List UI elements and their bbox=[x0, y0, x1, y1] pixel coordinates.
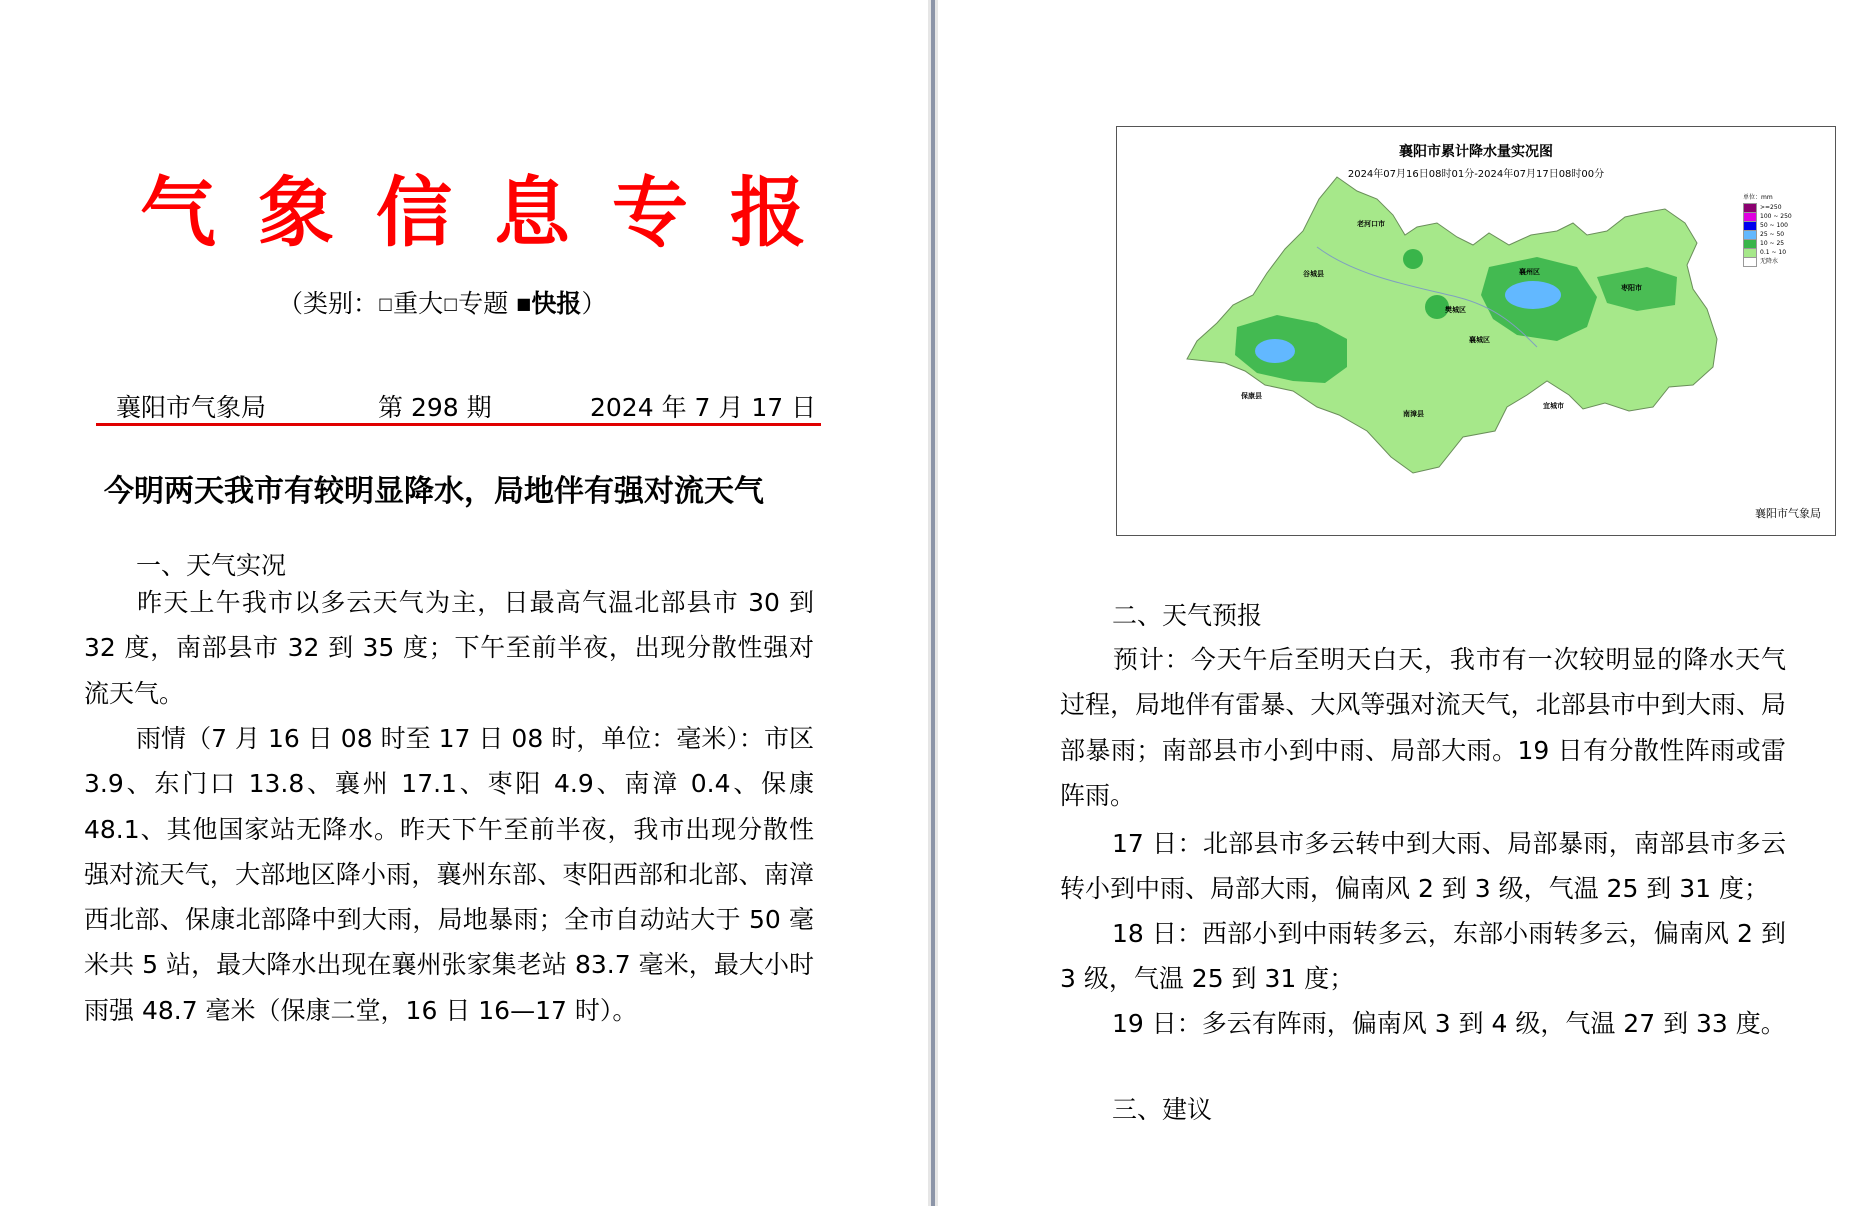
paragraph-forecast bbox=[1060, 637, 1786, 818]
place-laohekou: 老河口市 bbox=[1357, 220, 1385, 228]
category-prefix: （类别： bbox=[278, 289, 379, 318]
issue-date: 2024 年 7 月 17 日 bbox=[590, 393, 817, 422]
section-heading-advice: 三、建议 bbox=[1112, 1095, 1213, 1124]
issue-number: 第 298 期 bbox=[378, 393, 492, 422]
paragraph-day19 bbox=[1060, 1001, 1786, 1046]
place-fancheng: 樊城区 bbox=[1445, 306, 1466, 314]
place-yicheng: 宜城市 bbox=[1543, 402, 1564, 410]
paragraph-text: 18 日：西部小到中雨转多云，东部小雨转多云，偏南风 2 到 3 级，气温 25 到 31 度； bbox=[1060, 919, 1786, 994]
legend-label: 0.1 ~ 10 bbox=[1760, 249, 1787, 256]
category-topic: 专题 bbox=[458, 289, 509, 318]
heavy-rain-west bbox=[1255, 339, 1295, 363]
map-credit: 襄阳市气象局 bbox=[1755, 507, 1821, 520]
checkbox-empty-icon: □ bbox=[378, 294, 394, 313]
paragraph-text: 17 日：北部县市多云转中到大雨、局部暴雨，南部县市多云转小到中雨、局部大雨，偏南风 2 到 3 级，气温 25 到 31 度； bbox=[1060, 829, 1786, 904]
category-flash: 快报 bbox=[531, 289, 582, 318]
rain-spot-north bbox=[1403, 249, 1423, 269]
paragraph-day17 bbox=[1060, 821, 1786, 912]
checkbox-filled-icon: ■ bbox=[516, 294, 532, 313]
legend-label: 50 ~ 100 bbox=[1760, 222, 1788, 229]
map-graphic bbox=[1117, 127, 1835, 535]
paragraph-day18 bbox=[1060, 911, 1786, 1002]
article-title: 今明两天我市有较明显降水，局地伴有强对流天气 bbox=[104, 474, 764, 509]
paragraph-text: 预计：今天午后至明天白天，我市有一次较明显的降水天气过程，局地伴有雷暴、大风等强对流天气，北部县市中到大雨、局部暴雨；南部县市小到中雨、局部大雨。19 日有分散性阵雨或雷阵雨。 bbox=[1060, 645, 1786, 810]
legend-label: 10 ~ 25 bbox=[1760, 240, 1785, 247]
place-zaoyang: 枣阳市 bbox=[1621, 284, 1642, 292]
heavy-rain-north bbox=[1505, 281, 1561, 309]
rainfall-map bbox=[1116, 126, 1836, 536]
map-subtitle: 2024年07月16日08时01分-2024年07月17日08时00分 bbox=[1347, 169, 1605, 180]
legend-label: 100 ~ 250 bbox=[1760, 213, 1792, 220]
paragraph-text: 昨天上午我市以多云天气为主，日最高气温北部县市 30 到 32 度，南部县市 32 到 35 度；下午至前半夜，出现分散性强对流天气。 bbox=[84, 588, 814, 708]
paragraph-text: 雨情（7 月 16 日 08 时至 17 日 08 时，单位：毫米）：市区 3.9、东门口 13.8、襄州 17.1、枣阳 4.9、南漳 0.4、保康 48.1、其他国家站无降水。昨天下午至前半夜，我市出现分散性强对流天气，大部地区降小雨，襄州东部、枣阳西部和北部、南漳西北部、保康北部降中到大雨，局地暴雨；全市自动站大于 50 毫米共 5 站，最大降水出现在襄州张家集老站 83.7 毫米，最大小时雨强 48.7 毫米（保康二堂，16 日 16—17 时）。 bbox=[84, 724, 814, 1025]
place-xiangzhou: 襄州区 bbox=[1519, 268, 1540, 276]
legend-swatch bbox=[1743, 257, 1757, 267]
checkbox-empty-icon: □ bbox=[443, 294, 459, 313]
bulletin-title: 气象信息专报 bbox=[140, 168, 848, 257]
issuer: 襄阳市气象局 bbox=[116, 393, 267, 422]
paragraph-text: 19 日：多云有阵雨，偏南风 3 到 4 级，气温 27 到 33 度。 bbox=[1112, 1009, 1786, 1038]
place-nanzhang: 南漳县 bbox=[1403, 410, 1424, 418]
section-heading-forecast: 二、天气预报 bbox=[1112, 601, 1263, 630]
section-heading-observation: 一、天气实况 bbox=[136, 551, 287, 580]
category-suffix: ） bbox=[581, 289, 607, 318]
category-major: 重大 bbox=[393, 289, 444, 318]
map-title: 襄阳市累计降水量实况图 bbox=[1399, 144, 1553, 160]
map-legend bbox=[1743, 193, 1792, 266]
legend-label: 无降水 bbox=[1760, 258, 1779, 265]
legend-item bbox=[1743, 257, 1792, 266]
place-gucheng: 谷城县 bbox=[1303, 270, 1324, 278]
legend-label: >=250 bbox=[1760, 204, 1782, 211]
legend-label: 25 ~ 50 bbox=[1760, 231, 1785, 238]
place-xiangcheng: 襄城区 bbox=[1469, 336, 1490, 344]
legend-title: 单位：mm bbox=[1743, 194, 1773, 201]
place-baokang: 保康县 bbox=[1241, 392, 1262, 400]
